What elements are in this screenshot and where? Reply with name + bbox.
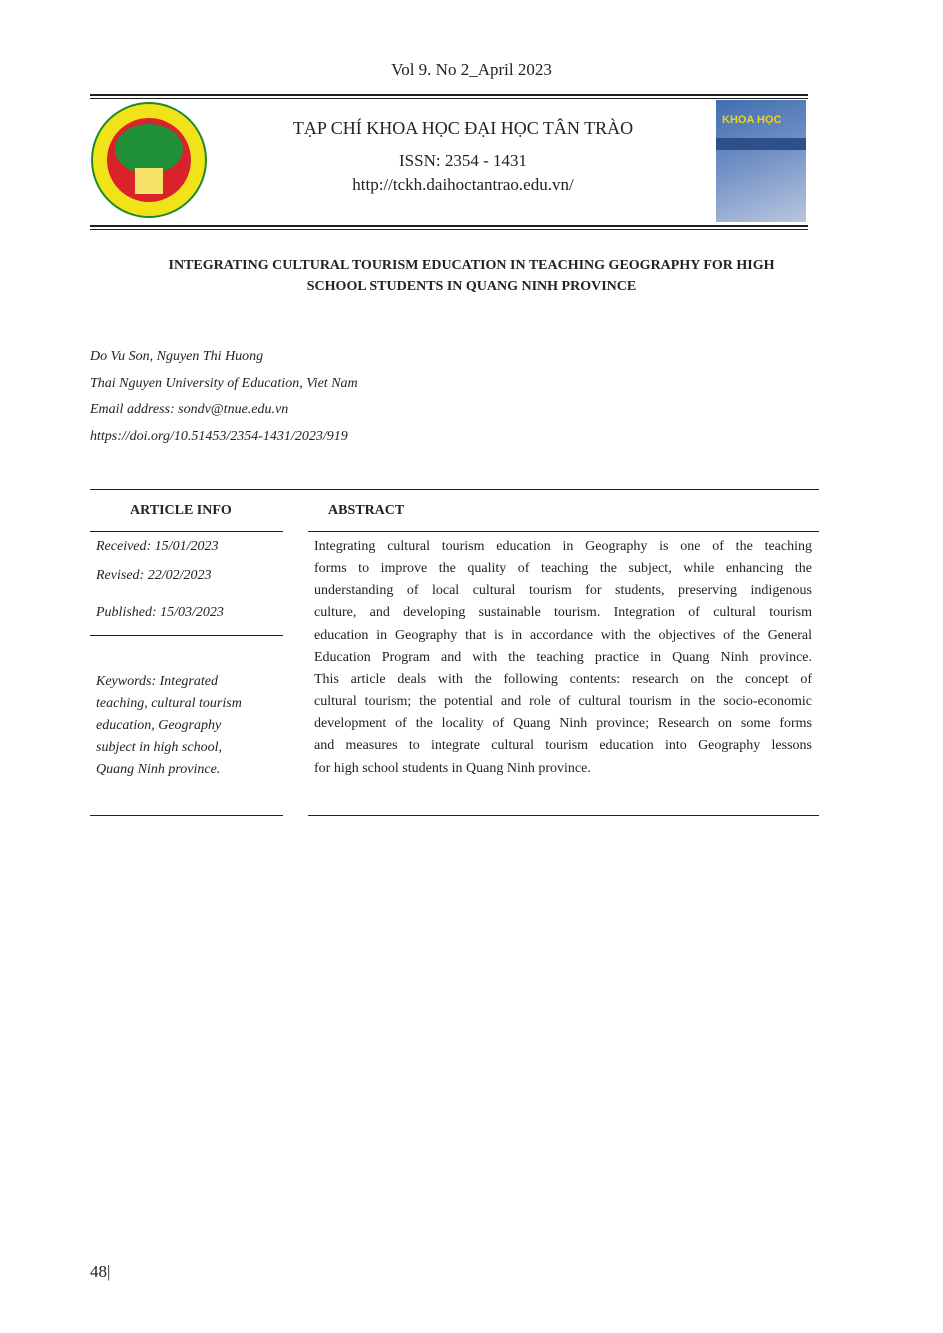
- abstract-line: This article deals with the following contents: research on the concept of: [314, 672, 812, 687]
- volume-info: Vol 9. No 2_April 2023: [391, 60, 552, 79]
- keywords-line: teaching, cultural tourism: [96, 696, 242, 711]
- article-title-line1: INTEGRATING CULTURAL TOURISM EDUCATION IN TEACHING GEOGRAPHY FOR HIGH: [168, 258, 775, 273]
- journal-cover-image: KHOA HỌC: [716, 100, 806, 222]
- abstract-line: culture, and developing sustainable tourism. Integration of cultural tourism: [314, 605, 812, 620]
- received-date: Received: 15/01/2023: [96, 539, 219, 554]
- abstract-line: and measures to integrate cultural tourism education into Geography lessons: [314, 738, 812, 753]
- keywords-line: Keywords: Integrated: [96, 674, 218, 689]
- journal-title: TẠP CHÍ KHOA HỌC ĐẠI HỌC TÂN TRÀO: [292, 118, 634, 138]
- article-title-line2: SCHOOL STUDENTS IN QUANG NINH PROVINCE: [306, 279, 637, 294]
- divider: [90, 531, 283, 532]
- divider: [90, 229, 808, 230]
- affiliation: Thai Nguyen University of Education, Viet Nam: [90, 376, 358, 391]
- abstract-heading: ABSTRACT: [328, 503, 405, 518]
- abstract-line: for high school students in Quang Ninh province.: [314, 761, 591, 776]
- keywords-line: subject in high school,: [96, 740, 222, 755]
- revised-date: Revised: 22/02/2023: [96, 568, 212, 583]
- divider: [90, 94, 808, 96]
- divider: [308, 531, 819, 532]
- journal-url[interactable]: http://tckh.daihoctantrao.edu.vn/: [352, 175, 574, 194]
- divider: [90, 635, 283, 636]
- abstract-line: development of the locality of Quang Ninh province; Research on some forms: [314, 716, 812, 731]
- divider: [90, 225, 808, 227]
- keywords-line: education, Geography: [96, 718, 222, 733]
- abstract-line: understanding of local cultural tourism for students, preserving indigenous: [314, 583, 812, 598]
- abstract-line: Integrating cultural tourism education in Geography is one of the teaching: [314, 539, 812, 554]
- doi-link[interactable]: https://doi.org/10.51453/2354-1431/2023/919: [90, 429, 348, 444]
- abstract-line: cultural tourism; the potential and role of cultural tourism in the socio-economic: [314, 694, 812, 709]
- published-date: Published: 15/03/2023: [96, 605, 224, 620]
- authors: Do Vu Son, Nguyen Thi Huong: [90, 349, 264, 364]
- issn: ISSN: 2354 - 1431: [399, 151, 527, 170]
- abstract-line: education in Geography that is in accordance with the objectives of the General: [314, 628, 812, 643]
- email[interactable]: Email address: sondv@tnue.edu.vn: [90, 402, 289, 417]
- divider: [308, 815, 819, 816]
- divider: [90, 815, 283, 816]
- divider: [90, 98, 808, 99]
- article-info-heading: ARTICLE INFO: [130, 503, 232, 518]
- divider: [90, 489, 819, 490]
- abstract-line: Education Program and with the teaching practice in Quang Ninh province.: [314, 650, 812, 665]
- abstract-line: forms to improve the quality of teaching the subject, while enhancing the: [314, 561, 812, 576]
- page-number: 48|: [90, 1262, 111, 1281]
- keywords-line: Quang Ninh province.: [96, 762, 221, 777]
- university-logo: [91, 102, 207, 218]
